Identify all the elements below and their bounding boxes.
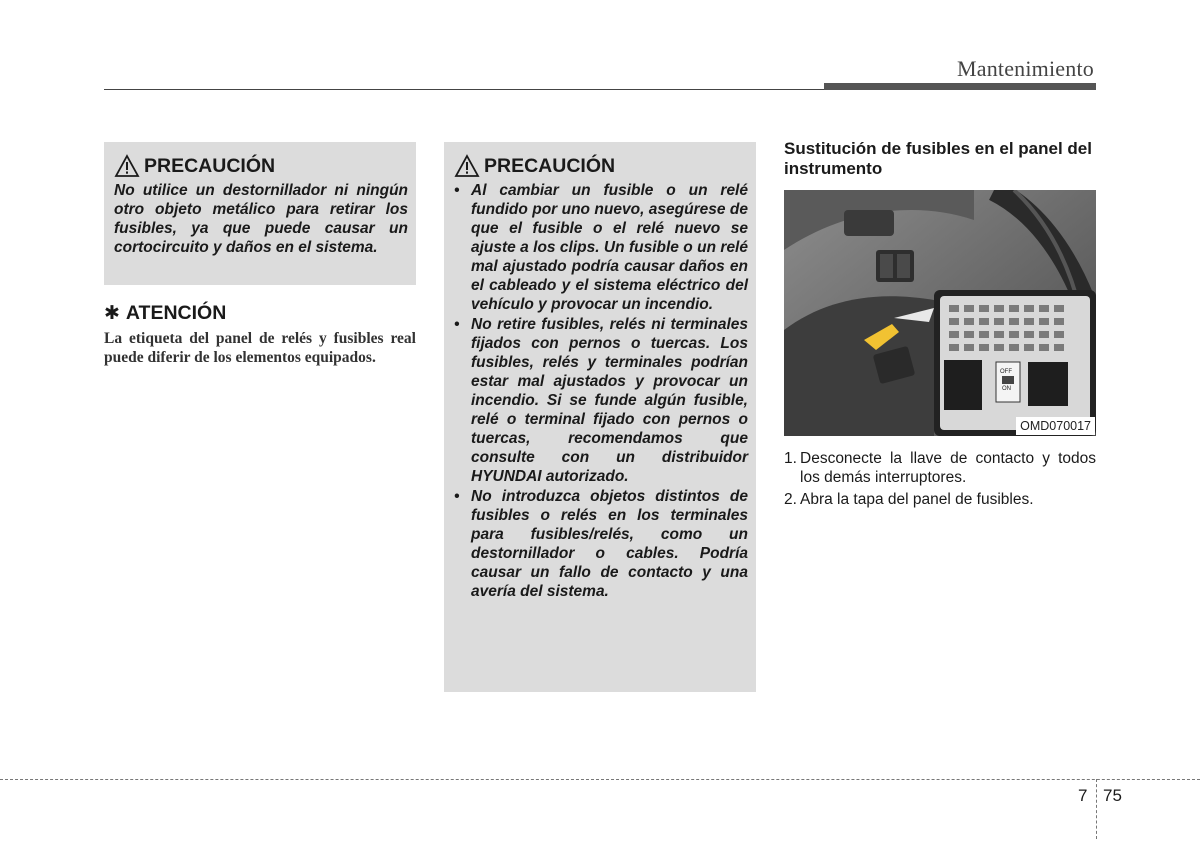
- switch-off-label: OFF: [1000, 369, 1012, 375]
- switch-on-label: ON: [1002, 386, 1011, 392]
- attention-title: ATENCIÓN: [125, 302, 227, 324]
- header-rule-thick: [824, 83, 1096, 90]
- section-title: Mantenimiento: [956, 56, 1094, 81]
- warning-triangle-icon: [114, 154, 140, 178]
- page-number: 75: [1103, 786, 1122, 805]
- attention-header: [104, 302, 226, 325]
- step-item: [784, 449, 1096, 487]
- fuse-panel-figure: [784, 190, 1096, 436]
- warning-triangle-icon: [454, 154, 480, 178]
- step-number: 2.: [784, 491, 797, 508]
- header-rule-thin: [104, 89, 824, 90]
- step-text: Abra la tapa del panel de fusibles.: [800, 491, 1034, 508]
- list-item: [454, 487, 748, 601]
- caution-text: No utilice un destornillador ni ningún otro objeto metálico para retirar los fusibles, ya que puede causar un cortocircuito y daños en el sistema.: [114, 182, 408, 256]
- chapter-number: 7: [1078, 786, 1088, 805]
- bullet-icon: •: [454, 488, 460, 505]
- bullet-icon: •: [454, 316, 460, 333]
- bullet-icon: •: [454, 182, 460, 199]
- caution-box-2: [444, 142, 756, 692]
- step-number: 1.: [784, 450, 797, 467]
- list-item-text: Al cambiar un fusible o un relé fundido por uno nuevo, asegúrese de que el fusible o el relé nuevo se ajuste a los clips. Un fusible o un relé mal ajustado podría causar daños en el cableado y el sistema eléctrico del vehículo y provocar un incendio.: [471, 182, 748, 313]
- step-item: [784, 490, 1096, 509]
- attention-text: La etiqueta del panel de relés y fusibles real puede diferir de los elementos equipados.: [104, 330, 416, 366]
- caution-title: PRECAUCIÓN: [144, 154, 276, 177]
- asterisk-icon: ✱: [104, 303, 120, 324]
- footer-divider: [1096, 779, 1097, 839]
- step-text: Desconecte la llave de contacto y todos los demás interruptores.: [800, 450, 1096, 486]
- dashboard-illustration: [784, 190, 1096, 436]
- footer-dashed-line: [0, 779, 1200, 780]
- steps-list: [784, 449, 1096, 512]
- caution-title: PRECAUCIÓN: [484, 154, 616, 177]
- subsection-heading: Sustitución de fusibles en el panel del instrumento: [784, 139, 1092, 178]
- caution-header: [114, 154, 408, 178]
- caution-header: [454, 154, 748, 178]
- list-item: [454, 181, 748, 314]
- figure-code: OMD070017: [1016, 417, 1095, 435]
- list-item-text: No introduzca objetos distintos de fusibles o relés en los terminales para fusibles/relés, como un destornillador o cables. Podría causar un fallo de contacto y una avería del sistema.: [471, 488, 748, 600]
- caution-box-1: [104, 142, 416, 285]
- list-item: [454, 315, 748, 486]
- list-item-text: No retire fusibles, relés ni terminales fijados con pernos o tuercas. Los fusibles, relés y terminales podrían estar mal ajustados y provocar un incendio. Si se funde algún fusible, relé o terminal fijado con pernos o tuercas, recomendamos que consulte con un distribuidor HYUNDAI autorizado.: [471, 316, 748, 485]
- caution-list: [454, 181, 748, 601]
